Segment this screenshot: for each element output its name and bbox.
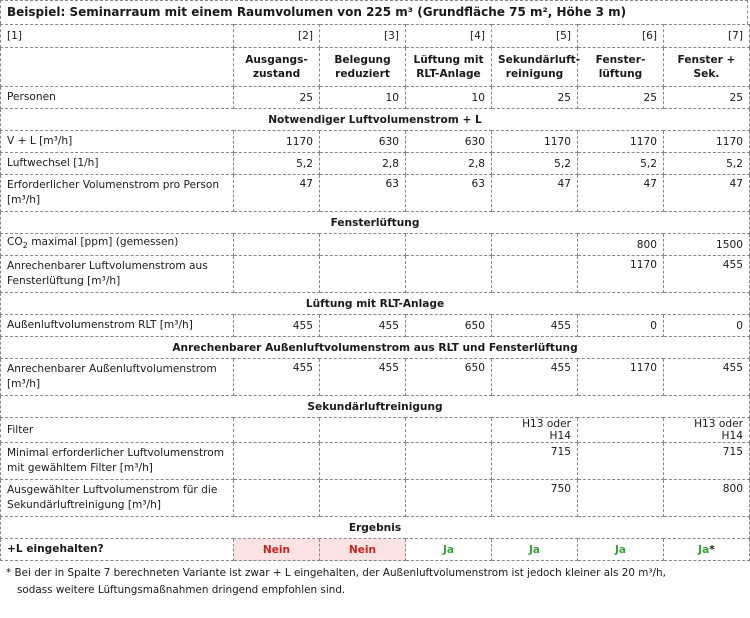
section-row: [1, 212, 750, 234]
row-label: +L eingehalten?: [1, 539, 234, 561]
table-cell: 455: [492, 315, 578, 337]
status-ja: Ja: [406, 539, 492, 561]
table-cell: 1500: [664, 234, 750, 256]
table-cell: [406, 443, 492, 480]
column-header-empty: [1, 48, 234, 87]
column-header: Lüftung mit RLT-Anlage: [406, 48, 492, 87]
column-header: Fenster + Sek.: [664, 48, 750, 87]
row-label: Anrechenbarer Luftvolumenstrom aus Fensterlüftung [m³/h]: [1, 256, 234, 293]
table-cell: [234, 443, 320, 480]
table-cell: [320, 234, 406, 256]
table-cell: 63: [320, 175, 406, 212]
table-cell: 25: [492, 87, 578, 109]
column-header: Belegung reduziert: [320, 48, 406, 87]
row-label: Minimal erforderlicher Luftvolumenstrom mit gewähltem Filter [m³/h]: [1, 443, 234, 480]
row-label: Anrechenbarer Außenluftvolumenstrom [m³/h]: [1, 359, 234, 396]
table-cell: [578, 418, 664, 443]
table-cell: 2,8: [406, 153, 492, 175]
column-index: [6]: [578, 25, 664, 48]
section-row: [1, 337, 750, 359]
table-cell: 1170: [492, 131, 578, 153]
row-label: Luftwechsel [1/h]: [1, 153, 234, 175]
table-row-anr-fenster: [1, 256, 750, 293]
table-cell: 5,2: [234, 153, 320, 175]
table-cell: 10: [320, 87, 406, 109]
table-cell: 10: [406, 87, 492, 109]
section-heading: Ergebnis: [1, 517, 750, 539]
row-label: Außenluftvolumenstrom RLT [m³/h]: [1, 315, 234, 337]
table-cell: 455: [320, 359, 406, 396]
table-cell: 47: [664, 175, 750, 212]
status-nein: Nein: [320, 539, 406, 561]
table-row-ausgewaehlt: [1, 480, 750, 517]
table-cell: 800: [578, 234, 664, 256]
table-cell: 0: [578, 315, 664, 337]
table-cell: 25: [664, 87, 750, 109]
section-row: [1, 293, 750, 315]
table-cell: 25: [234, 87, 320, 109]
table-cell: [406, 418, 492, 443]
table-cell: [320, 256, 406, 293]
column-index: [7]: [664, 25, 750, 48]
column-index: [1]: [1, 25, 234, 48]
table-cell: H13 oder H14: [664, 418, 750, 443]
section-row: [1, 517, 750, 539]
footnote-marker: *: [709, 543, 715, 556]
column-index: [2]: [234, 25, 320, 48]
column-header: Sekundärluft- reinigung: [492, 48, 578, 87]
row-label: V + L [m³/h]: [1, 131, 234, 153]
table-row-luftwechsel: [1, 153, 750, 175]
table-cell: [578, 443, 664, 480]
section-heading: Fensterlüftung: [1, 212, 750, 234]
table-cell: [492, 234, 578, 256]
table-cell: [234, 480, 320, 517]
table-cell: 715: [664, 443, 750, 480]
table-row-pro-person: [1, 175, 750, 212]
table-cell: 650: [406, 359, 492, 396]
row-label: Ausgewählter Luftvolumenstrom für die Sekundärluftreinigung [m³/h]: [1, 480, 234, 517]
table-title: Beispiel: Seminarraum mit einem Raumvolumen von 225 m³ (Grundfläche 75 m², Höhe 3 m): [0, 0, 748, 24]
row-label: $CO_2$ maximal [ppm] (gemessen): [1, 234, 234, 256]
table-row-ergebnis: [1, 539, 750, 561]
column-header-row: [1, 48, 750, 87]
table-cell: 455: [234, 315, 320, 337]
table-cell: 715: [492, 443, 578, 480]
table-cell: [234, 256, 320, 293]
table-cell: 455: [234, 359, 320, 396]
table-cell: 47: [578, 175, 664, 212]
table-cell: [320, 443, 406, 480]
table-cell: 455: [492, 359, 578, 396]
data-table: [0, 24, 750, 561]
table-row-vl: [1, 131, 750, 153]
column-index: [5]: [492, 25, 578, 48]
column-index: [3]: [320, 25, 406, 48]
table-row-min-filter: [1, 443, 750, 480]
table-cell: [234, 234, 320, 256]
section-heading: Notwendiger Luftvolumenstrom + L: [1, 109, 750, 131]
table-cell: 455: [664, 256, 750, 293]
section-row: [1, 396, 750, 418]
table-cell: [406, 480, 492, 517]
status-nein: Nein: [234, 539, 320, 561]
footnote: [0, 565, 748, 599]
table-cell: 47: [492, 175, 578, 212]
table-cell: 630: [320, 131, 406, 153]
table-cell: 5,2: [664, 153, 750, 175]
status-ja: Ja: [492, 539, 578, 561]
section-heading: Anrechenbarer Außenluftvolumenstrom aus RLT und Fensterlüftung: [1, 337, 750, 359]
table-cell: 630: [406, 131, 492, 153]
footnote-line: * Bei der in Spalte 7 berechneten Variante ist zwar + L eingehalten, der Außenluftvolumenstrom ist jedoch kleiner als 20 m³/h,: [6, 567, 666, 579]
section-row: [1, 109, 750, 131]
table-cell: [234, 418, 320, 443]
table-cell: 1170: [578, 359, 664, 396]
table-row-co2: [1, 234, 750, 256]
table-cell: 455: [320, 315, 406, 337]
column-header: Ausgangs- zustand: [234, 48, 320, 87]
table-cell: 25: [578, 87, 664, 109]
column-header: Fenster- lüftung: [578, 48, 664, 87]
status-ja: Ja: [578, 539, 664, 561]
status-ja-cell: [664, 539, 750, 561]
column-index-row: [1, 25, 750, 48]
table-cell: [578, 480, 664, 517]
table-cell: 5,2: [578, 153, 664, 175]
table-cell: [406, 234, 492, 256]
table-cell: 1170: [578, 256, 664, 293]
table-cell: [320, 418, 406, 443]
table-cell: 5,2: [492, 153, 578, 175]
table-cell: 47: [234, 175, 320, 212]
section-heading: Lüftung mit RLT-Anlage: [1, 293, 750, 315]
status-ja: Ja: [698, 543, 710, 556]
table-cell: H13 oder H14: [492, 418, 578, 443]
table-row-filter: [1, 418, 750, 443]
column-index: [4]: [406, 25, 492, 48]
row-label: Personen: [1, 87, 234, 109]
table-cell: 0: [664, 315, 750, 337]
table-cell: [492, 256, 578, 293]
table-cell: 63: [406, 175, 492, 212]
table-cell: 650: [406, 315, 492, 337]
table-row-anr-aussen: [1, 359, 750, 396]
row-label: Erforderlicher Volumenstrom pro Person [m³/h]: [1, 175, 234, 212]
table-cell: [320, 480, 406, 517]
row-label: Filter: [1, 418, 234, 443]
table-cell: 1170: [578, 131, 664, 153]
footnote-line: sodass weitere Lüftungsmaßnahmen dringend empfohlen sind.: [17, 584, 346, 596]
table-cell: 1170: [664, 131, 750, 153]
table-cell: 1170: [234, 131, 320, 153]
table-cell: 2,8: [320, 153, 406, 175]
table-cell: 455: [664, 359, 750, 396]
table-row-personen: [1, 87, 750, 109]
table-row-aussen-rlt: [1, 315, 750, 337]
section-heading: Sekundärluftreinigung: [1, 396, 750, 418]
table-cell: [406, 256, 492, 293]
table-cell: 750: [492, 480, 578, 517]
table-cell: 800: [664, 480, 750, 517]
